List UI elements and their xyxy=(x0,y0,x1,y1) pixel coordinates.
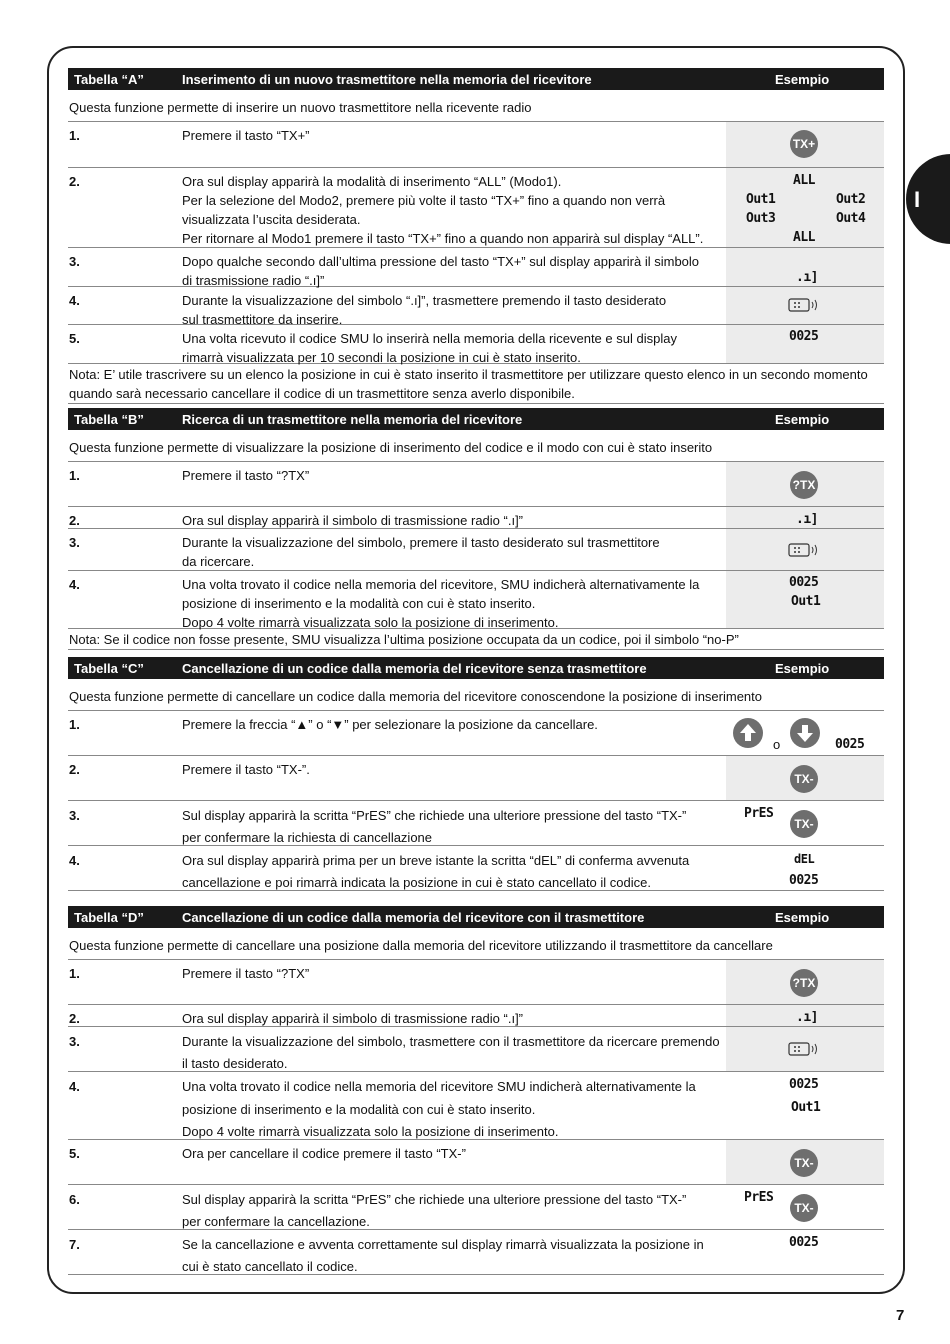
lcd-display: dEL xyxy=(794,852,815,866)
step-row xyxy=(68,529,884,571)
step-text: per confermare la cancellazione. xyxy=(182,1214,370,1229)
radio-symbol: .ı] xyxy=(796,270,818,285)
step-text: Ora sul display apparirà prima per un breve istante la scritta “dEL” di conferma avvenuta xyxy=(182,853,690,868)
step-number: 4. xyxy=(69,577,80,592)
example-header: Esempio xyxy=(775,910,830,925)
step-row xyxy=(68,846,884,891)
example-cell xyxy=(726,1140,884,1184)
table-c xyxy=(68,657,884,891)
example-cell xyxy=(726,325,884,363)
step-number: 5. xyxy=(69,1146,80,1161)
step-text: Dopo 4 volte rimarrà visualizzata solo la posizione di inserimento. xyxy=(182,615,559,630)
example-header: Esempio xyxy=(775,412,830,427)
table-a-header xyxy=(68,68,884,90)
table-name: Tabella “A” xyxy=(74,72,144,87)
step-row xyxy=(68,122,884,168)
step-number: 4. xyxy=(69,293,80,308)
query-tx-button-icon: ?TX xyxy=(790,969,818,997)
step-number: 6. xyxy=(69,1192,80,1207)
step-text: il tasto desiderato. xyxy=(182,1056,288,1071)
table-name: Tabella “C” xyxy=(74,661,144,676)
step-number: 1. xyxy=(69,468,80,483)
step-row xyxy=(68,168,884,248)
step-text: Dopo 4 volte rimarrà visualizzata solo la posizione di inserimento. xyxy=(182,1124,559,1139)
step-text: Premere il tasto “TX-”. xyxy=(182,762,310,777)
step-text: Ora sul display apparirà il simbolo di trasmissione radio “.ı]” xyxy=(182,1011,524,1026)
example-cell xyxy=(726,248,884,286)
step-text: Una volta trovato il codice nella memoria del ricevitore SMU indicherà alternativamente la xyxy=(182,1079,696,1094)
arrow-down-icon xyxy=(790,718,820,748)
step-number: 2. xyxy=(69,513,80,528)
step-text: Durante la visualizzazione del simbolo, trasmettere con il trasmettitore da ricercare premendo xyxy=(182,1034,720,1049)
step-text: Sul display apparirà la scritta “PrES” che richiede una ulteriore pressione del tasto “TX-” xyxy=(182,1192,687,1207)
step-text: Premere il tasto “?TX” xyxy=(182,966,310,981)
step-number: 3. xyxy=(69,254,80,269)
step-row xyxy=(68,1027,884,1072)
table-c-header xyxy=(68,657,884,679)
example-cell xyxy=(726,571,884,628)
radio-symbol: .ı] xyxy=(796,1010,818,1025)
step-number: 1. xyxy=(69,966,80,981)
example-cell xyxy=(726,846,884,890)
example-cell xyxy=(726,462,884,506)
lcd-display: 0025 xyxy=(789,873,819,888)
query-tx-button-icon: ?TX xyxy=(790,471,818,499)
step-row xyxy=(68,507,884,529)
step-row xyxy=(68,1140,884,1185)
lcd-display: ALL xyxy=(793,230,815,245)
step-row xyxy=(68,1185,884,1230)
language-tab-label: I xyxy=(914,187,921,212)
step-text: Una volta trovato il codice nella memoria del ricevitore, SMU indicherà alternativamente la xyxy=(182,577,700,592)
table-title: Inserimento di un nuovo trasmettitore nella memoria del ricevitore xyxy=(182,72,592,87)
example-cell xyxy=(726,1005,884,1026)
page-number: 7 xyxy=(896,1307,905,1324)
remote-transmitter-icon xyxy=(788,1042,820,1056)
step-text: Per ritornare al Modo1 premere il tasto “TX+” fino a quando non apparirà sul display “ALL”. xyxy=(182,231,704,246)
tx-minus-button-icon: TX- xyxy=(790,1194,818,1222)
step-number: 3. xyxy=(69,1034,80,1049)
step-text: Premere la freccia “▲” o “▼” per selezionare la posizione da cancellare. xyxy=(182,717,598,732)
step-row xyxy=(68,287,884,325)
lcd-display: 0025 xyxy=(835,737,865,752)
step-text: da ricercare. xyxy=(182,554,255,569)
step-text: di trasmissione radio “.ı]” xyxy=(182,273,325,288)
example-cell xyxy=(726,801,884,845)
table-note: Nota: E’ utile trascrivere su un elenco la posizione in cui è stato inserito il trasmettitore per utilizzare questo elenco in un secondo momento quando sarà necessario cancellare il codice di un trasmettitore senza averlo disponibile. xyxy=(68,364,884,404)
step-number: 4. xyxy=(69,1079,80,1094)
table-d-header xyxy=(68,906,884,928)
lcd-display: 0025 xyxy=(789,329,819,344)
step-row xyxy=(68,1230,884,1275)
step-text: Durante la visualizzazione del simbolo “.ı]”, trasmettere premendo il tasto desiderato xyxy=(182,293,667,308)
step-row xyxy=(68,801,884,846)
step-row xyxy=(68,462,884,507)
example-cell xyxy=(726,529,884,570)
step-row xyxy=(68,571,884,629)
step-text: per confermare la richiesta di cancellazione xyxy=(182,830,433,845)
lcd-display: 0025 xyxy=(789,575,819,590)
step-text: cancellazione e poi rimarrà indicata la posizione in cui è stato cancellato il codice. xyxy=(182,875,651,890)
or-label: o xyxy=(773,737,781,752)
example-cell xyxy=(726,287,884,324)
table-note: Nota: Se il codice non fosse presente, SMU visualizza l’ultima posizione occupata da un codice, poi il simbolo “no-P” xyxy=(68,629,884,650)
step-text: Ora sul display apparirà il simbolo di trasmissione radio “.ı]” xyxy=(182,513,524,528)
lcd-display: PrES xyxy=(744,1190,774,1205)
step-number: 7. xyxy=(69,1237,80,1252)
step-number: 2. xyxy=(69,174,80,189)
table-description: Questa funzione permette di inserire un nuovo trasmettitore nella ricevente radio xyxy=(68,90,884,122)
language-tab xyxy=(906,154,950,244)
tx-minus-button-icon: TX- xyxy=(790,765,818,793)
step-row xyxy=(68,1005,884,1027)
tx-minus-button-icon: TX- xyxy=(790,1149,818,1177)
step-number: 2. xyxy=(69,1011,80,1026)
example-header: Esempio xyxy=(775,661,830,676)
step-row xyxy=(68,1072,884,1140)
table-description: Questa funzione permette di visualizzare la posizione di inserimento del codice e il modo con cui è stato inserito xyxy=(68,430,884,462)
table-title: Cancellazione di un codice dalla memoria del ricevitore senza trasmettitore xyxy=(182,661,647,676)
lcd-display: ALL xyxy=(793,173,815,188)
lcd-display: Out1 xyxy=(791,594,821,609)
step-text: Ora per cancellare il codice premere il tasto “TX-” xyxy=(182,1146,466,1161)
lcd-display: Out2 xyxy=(836,192,866,207)
step-number: 4. xyxy=(69,853,80,868)
table-b-header xyxy=(68,408,884,430)
example-cell xyxy=(726,1230,884,1274)
step-text: Sul display apparirà la scritta “PrES” che richiede una ulteriore pressione del tasto “TX-” xyxy=(182,808,687,823)
step-text: posizione di inserimento e la modalità con cui è stato inserito. xyxy=(182,1101,536,1117)
step-number: 3. xyxy=(69,808,80,823)
step-text: Se la cancellazione e avventa correttamente sul display rimarrà visualizzata la posizione in xyxy=(182,1237,704,1252)
remote-transmitter-icon xyxy=(788,543,820,557)
example-cell xyxy=(726,1072,884,1139)
step-row xyxy=(68,756,884,801)
example-cell xyxy=(726,507,884,528)
radio-symbol: .ı] xyxy=(796,512,818,527)
step-number: 1. xyxy=(69,717,80,732)
step-row xyxy=(68,960,884,1005)
example-cell xyxy=(726,1185,884,1229)
step-text: Dopo qualche secondo dall’ultima pressione del tasto “TX+” sul display apparirà il simbolo xyxy=(182,254,700,269)
step-text: posizione di inserimento e la modalità con cui è stato inserito. xyxy=(182,596,536,611)
table-b xyxy=(68,408,884,650)
step-number: 5. xyxy=(69,331,80,346)
example-header: Esempio xyxy=(775,72,830,87)
step-text: sul trasmettitore da inserire. xyxy=(182,312,343,327)
example-cell xyxy=(726,711,884,755)
lcd-display: Out3 xyxy=(746,211,776,226)
table-name: Tabella “B” xyxy=(74,412,144,427)
step-text: Ora sul display apparirà la modalità di inserimento “ALL” (Modo1). xyxy=(182,174,562,189)
step-text: visualizzata l’uscita desiderata. xyxy=(182,212,361,227)
step-row xyxy=(68,711,884,756)
table-title: Cancellazione di un codice dalla memoria del ricevitore con il trasmettitore xyxy=(182,910,645,925)
step-row xyxy=(68,325,884,364)
example-cell xyxy=(726,1027,884,1071)
example-cell xyxy=(726,960,884,1004)
step-text: Premere il tasto “?TX” xyxy=(182,468,310,483)
lcd-display: PrES xyxy=(744,806,774,821)
table-d xyxy=(68,906,884,1275)
step-row xyxy=(68,248,884,287)
step-text: Premere il tasto “TX+” xyxy=(182,128,310,143)
table-name: Tabella “D” xyxy=(74,910,144,925)
tx-minus-button-icon: TX- xyxy=(790,810,818,838)
step-number: 1. xyxy=(69,128,80,143)
example-cell xyxy=(726,122,884,167)
step-text: Per la selezione del Modo2, premere più volte il tasto “TX+” fino a quando non verrà xyxy=(182,193,666,208)
lcd-display: Out1 xyxy=(791,1100,821,1115)
step-text: rimarrà visualizzata per 10 secondi la posizione in cui è stato inserito. xyxy=(182,350,581,365)
remote-transmitter-icon xyxy=(788,298,820,312)
lcd-display: 0025 xyxy=(789,1077,819,1092)
table-title: Ricerca di un trasmettitore nella memoria del ricevitore xyxy=(182,412,523,427)
step-text: Durante la visualizzazione del simbolo, premere il tasto desiderato sul trasmettitore xyxy=(182,535,660,550)
example-cell xyxy=(726,756,884,800)
table-a xyxy=(68,68,884,404)
step-text: cui è stato cancellato il codice. xyxy=(182,1259,358,1274)
arrow-up-icon xyxy=(733,718,763,748)
step-number: 2. xyxy=(69,762,80,777)
step-number: 3. xyxy=(69,535,80,550)
lcd-display: 0025 xyxy=(789,1235,819,1250)
table-description: Questa funzione permette di cancellare un codice dalla memoria del ricevitore conoscendone la posizione di inserimento xyxy=(68,679,884,711)
lcd-display: Out4 xyxy=(836,211,866,226)
example-cell xyxy=(726,168,884,247)
lcd-display: Out1 xyxy=(746,192,776,207)
tx-plus-button-icon: TX+ xyxy=(790,130,818,158)
table-description: Questa funzione permette di cancellare una posizione dalla memoria del ricevitore utilizzando il trasmettitore da cancellare xyxy=(68,928,884,960)
step-text: Una volta ricevuto il codice SMU lo inserirà nella memoria della ricevente e sul display xyxy=(182,331,677,346)
